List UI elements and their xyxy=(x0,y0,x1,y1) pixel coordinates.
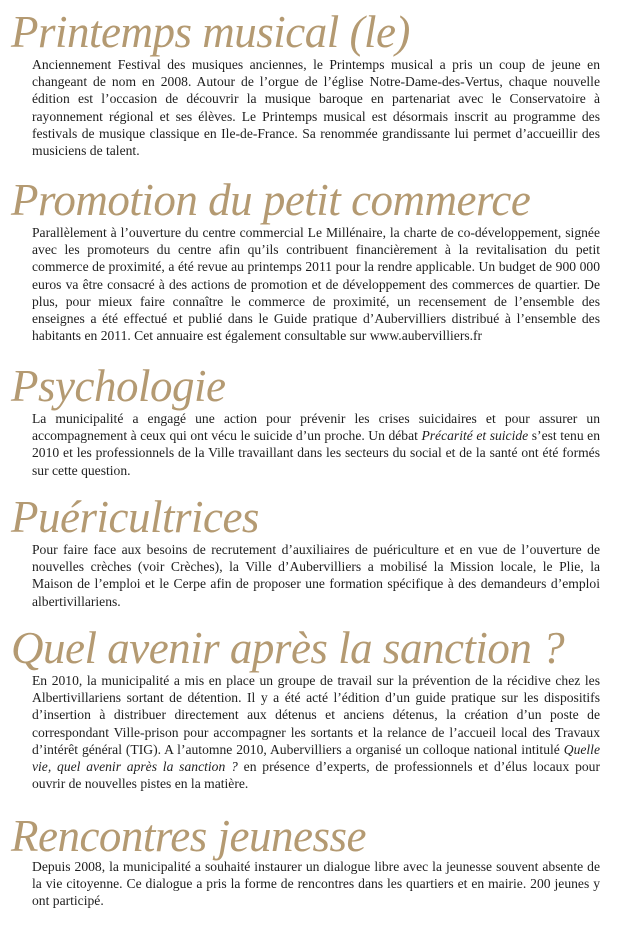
entry-text: En 2010, la municipalité a mis en place un groupe de travail sur la prévention de la récidive chez les Albertivillariens sortant de détention. Il y a été acté l’édition d’un guide pratique sur les dispositifs d’insertion à distribuer directement aux détenus et anciens détenus, la création d’un poste de correspondant Ville-prison pour accompagner les sortants et la relance de l’accueil local des Travaux d’intérêt général (TIG). A l’automne 2010, Aubervilliers a organisé un colloque national intitulé xyxy=(32,673,600,757)
entry-title: Promotion du petit commerce xyxy=(11,175,531,225)
entry-title: Puéricultrices xyxy=(11,492,259,542)
entry-title: Rencontres jeunesse xyxy=(11,811,366,861)
entry-text: Depuis 2008, la municipalité a souhaité instaurer un dialogue libre avec la jeunesse souvent absente de la vie citoyenne. Ce dialogue a pris la forme de rencontres dans les quartiers et en mairie. 200 jeunes y ont participé. xyxy=(32,859,600,909)
entry-text-italic: Quelle vie, quel avenir après la sanction ? xyxy=(32,741,600,775)
entry-text: La municipalité a engagé une action pour prévenir les crises suicidaires et pour assurer un accompagnement à ceux qui ont vécu le suicide d’un proche. Un débat xyxy=(32,411,600,444)
entry-body xyxy=(32,224,600,344)
entry-text: Parallèlement à l’ouverture du centre commercial Le Millénaire, la charte de co-développement, signée avec les promoteurs du centre afin qu’ils contribuent financièrement à la revitalisation du petit commerce de proximité, a été revue au printemps 2011 pour la rendre applicable. Un budget de 900 000 euros va être consacré à des actions de promotion et de développement des commerces de quartier. De plus, pour mieux faire connaître le commerce de proximité, un recensement de l’ensemble des enseignes a été effectué et publié dans le Guide pratique d’Aubervilliers distribué à l’ensemble des habitants en 2011. Cet annuaire est également consultable sur www.aubervilliers.fr xyxy=(32,225,600,344)
entry-title: Printemps musical (le) xyxy=(11,7,410,57)
entry-text-italic: Précarité et suicide xyxy=(421,428,529,444)
entry-body xyxy=(32,410,600,479)
entry-body xyxy=(32,672,600,792)
entry-title: Psychologie xyxy=(11,361,226,411)
entry-text: en présence d’experts, de professionnels et d’élus locaux pour ouvrir de nouvelles pistes en la matière. xyxy=(32,759,600,792)
entry-text: Pour faire face aux besoins de recrutement d’auxiliaires de puériculture et en vue de l’ouverture de nouvelles crèches (voir Crèches), la Ville d’Aubervilliers a mobilisé la Mission locale, le Plie, la Maison de l’emploi et le Cerpe afin de proposer une formation spécifique à des demandeurs d’emploi albertivillariens. xyxy=(32,542,600,609)
entry-text: Anciennement Festival des musiques anciennes, le Printemps musical a pris un coup de jeune en changeant de nom en 2008. Autour de l’orgue de l’église Notre-Dame-des-Vertus, chaque nouvelle édition est l’occasion de découvrir la musique baroque en partenariat avec le Conservatoire à rayonnement régional et ses élèves. Le Printemps musical est désormais inscrit au programme des festivals de musique classique en Ile-de-France. Sa renommée grandissante lui permet d’accueillir des musiciens de talent. xyxy=(32,57,600,159)
entry-text: s’est tenu en 2010 et les professionnels de la Ville travaillant dans les secteurs du social et de la santé ont été formés sur cette question. xyxy=(32,428,600,478)
entry-title: Quel avenir après la sanction ? xyxy=(11,623,565,673)
entry-body xyxy=(32,858,600,910)
entry-body xyxy=(32,541,600,610)
entry-body xyxy=(32,56,600,159)
